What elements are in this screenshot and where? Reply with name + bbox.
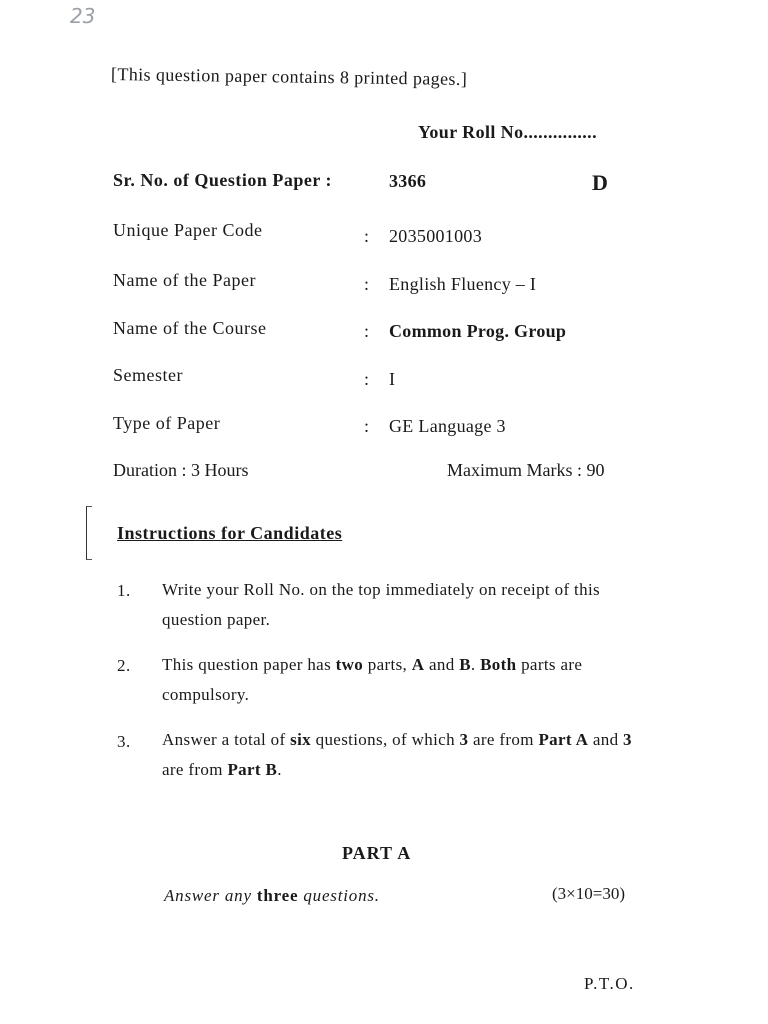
paper-type-value: GE Language 3 [389, 416, 506, 436]
bold-text-segment: Part B [227, 760, 278, 779]
paper-code-value: 2035001003 [389, 226, 482, 246]
instruction-item-1 [162, 575, 652, 635]
instruction-item-3 [162, 725, 652, 785]
course-name-label: Name of the Course [113, 318, 267, 338]
part-a-marks: (3×10=30) [552, 884, 625, 903]
please-turn-over: P.T.O. [584, 974, 635, 993]
part-a-instruction-bold: three [256, 886, 299, 905]
instruction-number: 1. [117, 581, 131, 600]
part-a-instruction-suffix: questions. [298, 886, 380, 905]
bold-text-segment: Both [480, 655, 517, 674]
text-segment: questions, of which [311, 730, 460, 749]
semester-value: I [389, 369, 396, 389]
paper-name-colon: : [364, 274, 370, 294]
bold-text-segment: two [335, 655, 364, 674]
duration: Duration : 3 Hours [113, 460, 249, 480]
serial-number-label: Sr. No. of Question Paper : [113, 170, 333, 190]
paper-type-label: Type of Paper [113, 413, 221, 433]
part-a-instruction [164, 886, 380, 906]
instruction-item-2 [162, 650, 652, 710]
maximum-marks: Maximum Marks : 90 [447, 460, 605, 480]
pages-note: [This question paper contains 8 printed pages.] [110, 64, 468, 89]
text-segment: parts are compulsory. [162, 655, 583, 704]
text-segment: are from [468, 730, 539, 749]
part-a-instruction-prefix: Answer any [164, 886, 257, 905]
paper-name-label: Name of the Paper [113, 270, 256, 290]
bold-text-segment: 3 [459, 730, 469, 749]
text-segment: parts, [363, 655, 412, 674]
set-letter: D [592, 170, 608, 195]
text-segment: Answer a total of [162, 730, 291, 749]
paper-code-colon: : [364, 226, 370, 246]
part-a-heading: PART A [342, 843, 412, 863]
text-segment: . [277, 760, 282, 779]
instruction-number: 2. [117, 656, 131, 675]
text-segment: and [424, 655, 460, 674]
text-segment: are from [162, 760, 228, 779]
course-name-value: Common Prog. Group [389, 321, 567, 341]
text-segment: This question paper has [162, 655, 336, 674]
text-segment: . [470, 655, 481, 674]
text-segment: Write your Roll No. on the top immediately on receipt of this question paper. [162, 580, 601, 629]
margin-bracket-mark [86, 506, 92, 560]
bold-text-segment: six [290, 730, 311, 749]
paper-type-colon: : [364, 416, 370, 436]
handwritten-page-number: 23 [70, 4, 96, 28]
bold-text-segment: A [411, 655, 425, 674]
instruction-number: 3. [117, 732, 131, 751]
bold-text-segment: Part A [538, 730, 589, 749]
instructions-heading: Instructions for Candidates [117, 523, 343, 543]
bold-text-segment: B [459, 655, 471, 674]
course-name-colon: : [364, 321, 370, 341]
semester-colon: : [364, 369, 370, 389]
bold-text-segment: 3 [623, 730, 632, 749]
text-segment: and [588, 730, 624, 749]
paper-code-label: Unique Paper Code [113, 220, 263, 240]
serial-number-value: 3366 [389, 171, 427, 191]
semester-label: Semester [113, 365, 183, 385]
paper-name-value: English Fluency – I [389, 274, 537, 294]
roll-number-field: Your Roll No............... [418, 122, 597, 142]
